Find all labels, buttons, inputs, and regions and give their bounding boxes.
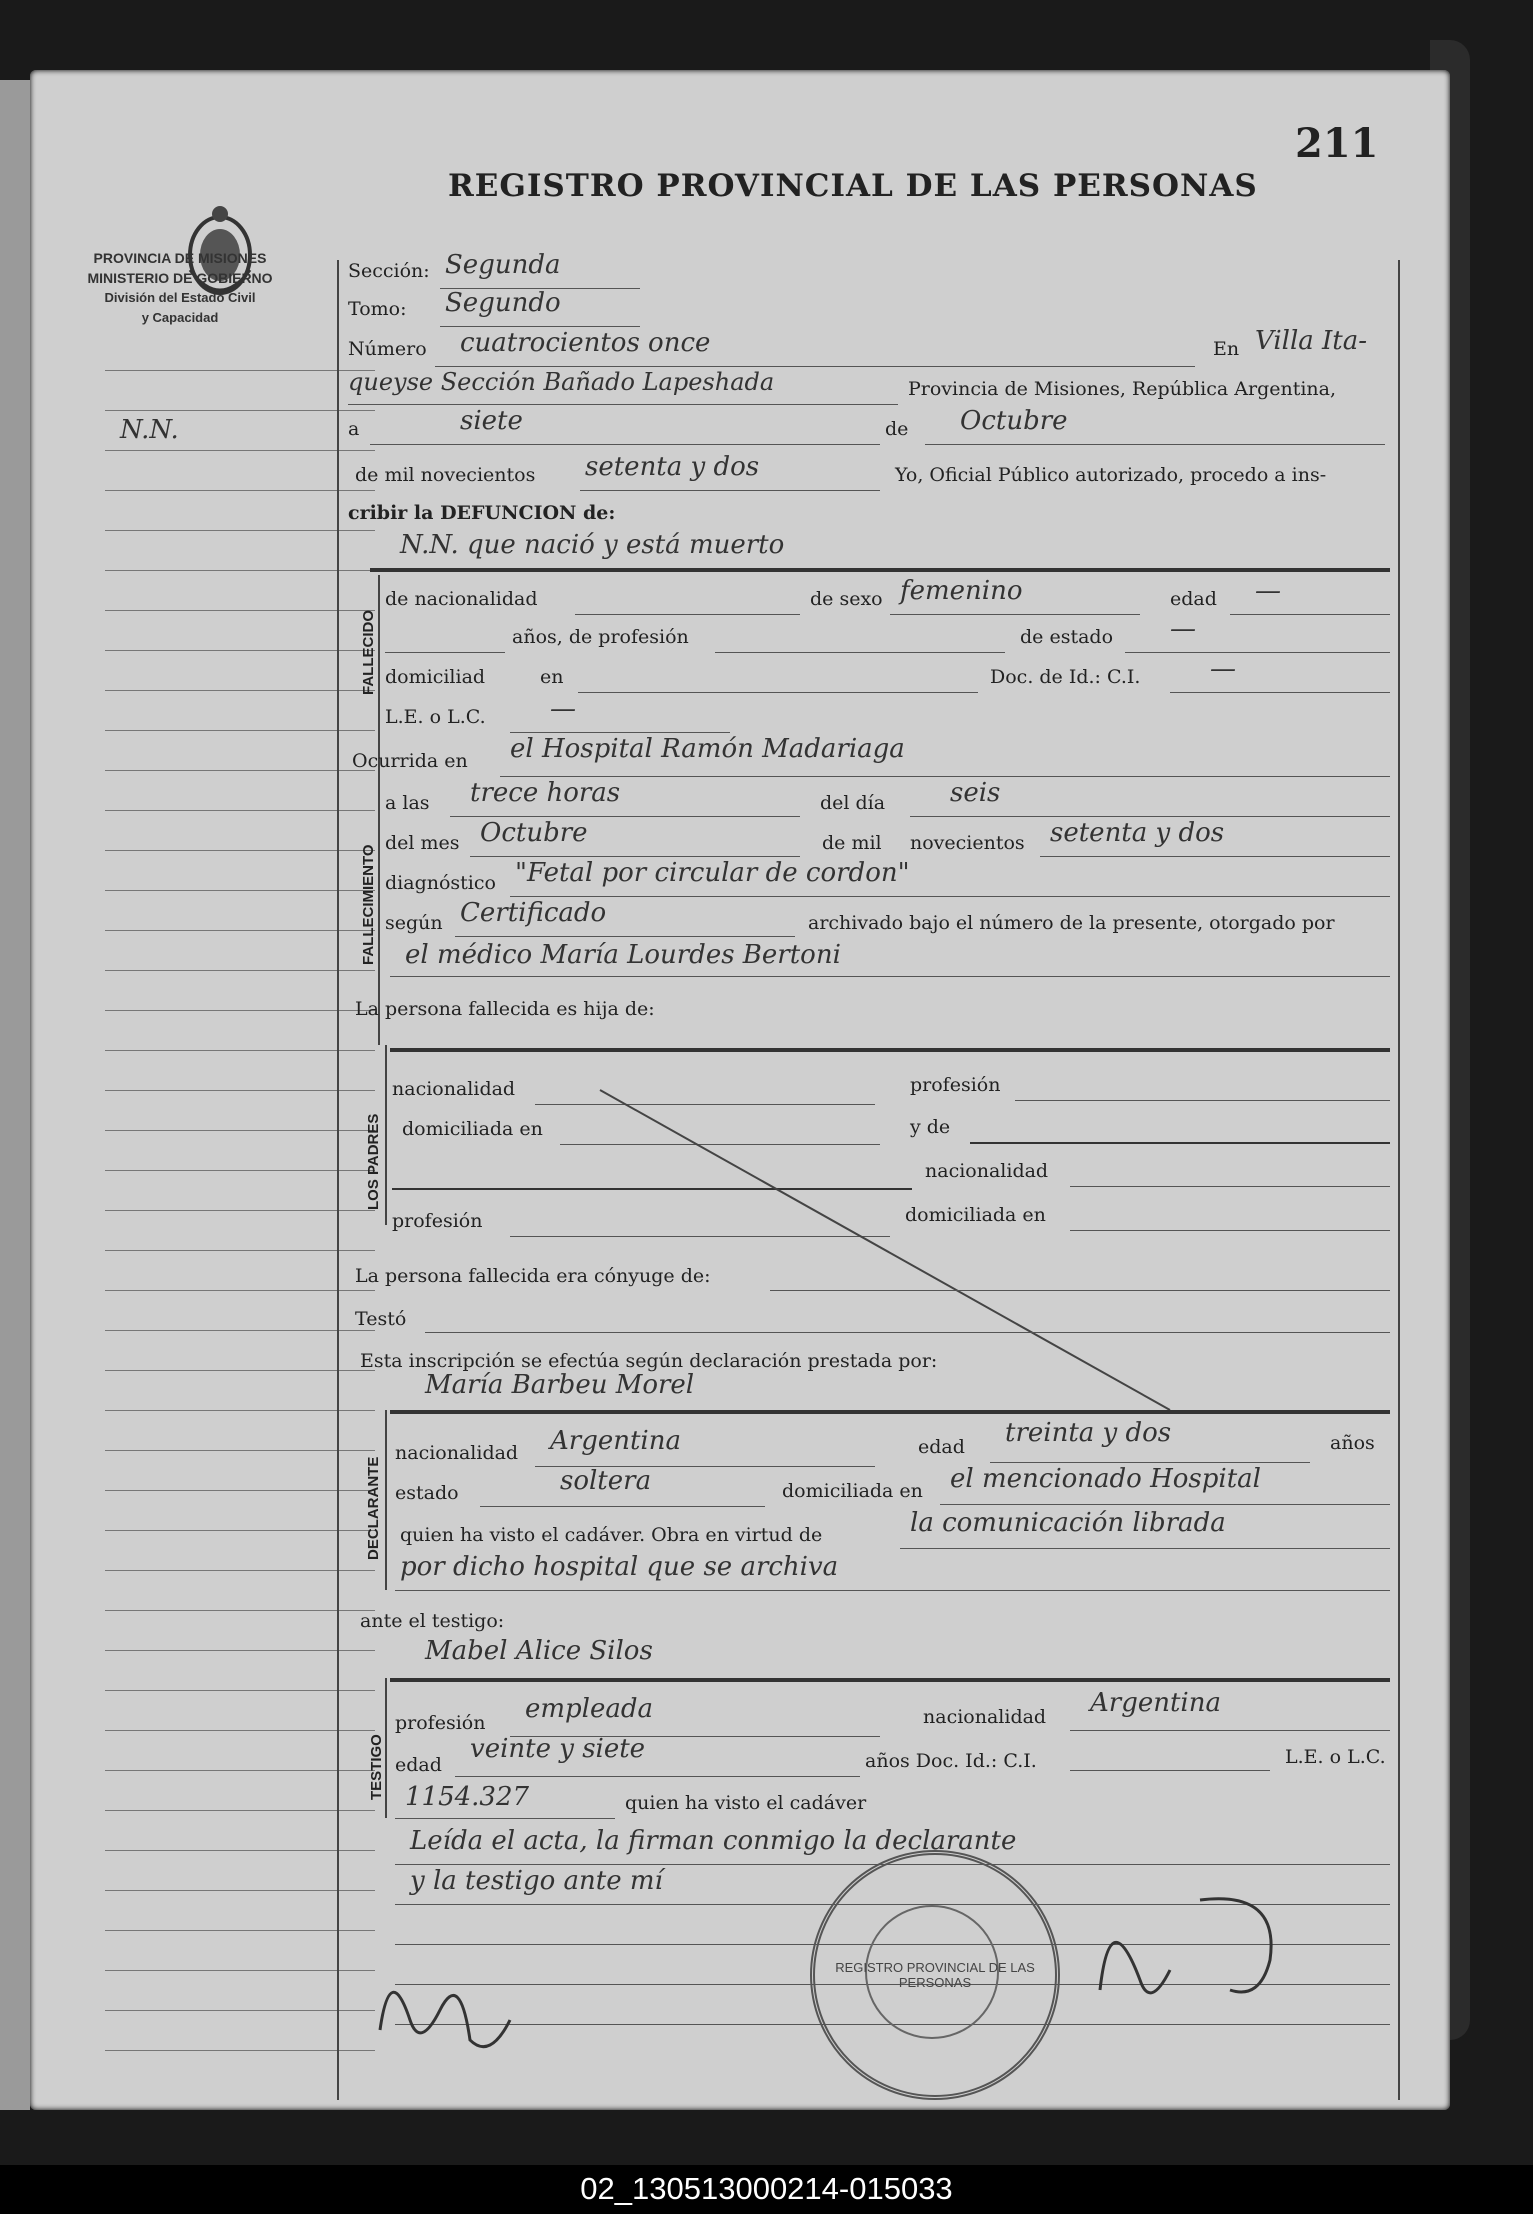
official-text: Yo, Oficial Público autorizado, procedo a ins- [895, 464, 1327, 486]
testigo-name: Mabel Alice Silos [425, 1636, 653, 1666]
seal-text: REGISTRO PROVINCIAL DE LAS PERSONAS [835, 1960, 1035, 1990]
official-signature [1080, 1870, 1300, 2020]
diagnostico-label: diagnóstico [385, 872, 496, 894]
page-number: 211 [1295, 120, 1379, 167]
closing-line-1: Leída el acta, la firman conmigo la declarante [410, 1826, 1017, 1856]
padres-section-rule [385, 1045, 387, 1225]
medico-value: el médico María Lourdes Bertoni [405, 940, 841, 970]
declarante-edad-value: treinta y dos [1005, 1418, 1172, 1448]
archivado-text: archivado bajo el número de la presente, otorgado por [808, 912, 1335, 934]
main-right-rule [1398, 260, 1400, 2100]
conyuge-label: La persona fallecida era cónyuge de: [355, 1265, 711, 1287]
sexo-value: femenino [900, 576, 1023, 606]
ocurrida-value: el Hospital Ramón Madariaga [510, 734, 905, 764]
a-las-value: trece horas [470, 778, 621, 808]
hija-label: La persona fallecida es hija de: [355, 998, 655, 1020]
madre-nacionalidad-label: nacionalidad [925, 1160, 1049, 1182]
declarante-estado-value: soltera [560, 1466, 652, 1496]
numero-value: cuatrocientos once [460, 328, 711, 358]
en-label: En [1213, 338, 1240, 360]
deceased-name: N.N. que nació y está muerto [400, 530, 785, 560]
year-label: de mil novecientos [355, 464, 536, 486]
doc-value: — [1210, 654, 1236, 684]
padre-domiciliada-label: domiciliada en [402, 1118, 543, 1140]
segun-label: según [385, 912, 443, 934]
declaracion-label: Esta inscripción se efectúa según declaración prestada por: [360, 1350, 938, 1372]
numero-label: Número [348, 338, 427, 360]
y-de-label: y de [910, 1116, 951, 1138]
ministry-name: MINISTERIO DE GOBIERNO [87, 270, 273, 286]
domicilio-en-label: en [540, 666, 564, 688]
margin-note: N.N. [120, 415, 179, 445]
ocurrida-label: Ocurrida en [352, 750, 468, 772]
official-seal [810, 1850, 1060, 2100]
declarante-visto-value: la comunicación librada [910, 1508, 1226, 1538]
le-value: — [550, 694, 576, 724]
declarante-estado-label: estado [395, 1482, 459, 1504]
declarante-section-rule [385, 1410, 387, 1590]
tomo-value: Segundo [445, 288, 561, 318]
register-page [30, 70, 1450, 2110]
del-dia-value: seis [950, 778, 1001, 808]
seccion-label: Sección: [348, 260, 430, 282]
padre-profesion2-label: profesión [392, 1210, 483, 1232]
testigo-edad-label: edad [395, 1754, 442, 1776]
del-dia-label: del día [820, 792, 886, 814]
en-value: Villa Ita- [1255, 326, 1368, 356]
declarante-edad-label: edad [918, 1436, 965, 1458]
segun-value: Certificado [460, 898, 607, 928]
testigo-profesion-label: profesión [395, 1712, 486, 1734]
place-continuation: queyse Sección Bañado Lapeshada [348, 368, 775, 396]
month-value: Octubre [960, 406, 1068, 436]
declarante-anos-label: años [1330, 1432, 1375, 1454]
declarante-domiciliada-value: el mencionado Hospital [950, 1464, 1261, 1494]
testigo-profesion-value: empleada [525, 1694, 654, 1724]
diagnostico-value: "Fetal por circular de cordon" [515, 858, 910, 888]
ante-testigo-label: ante el testigo: [360, 1610, 505, 1632]
declarante-visto-label: quien ha visto el cadáver. Obra en virtud de [400, 1524, 823, 1546]
edad-label: edad [1170, 588, 1217, 610]
nacionalidad-label: de nacionalidad [385, 588, 538, 610]
declarante-domiciliada-label: domiciliada en [782, 1480, 923, 1502]
padres-section-label: LOS PADRES [365, 1113, 382, 1210]
seccion-value: Segunda [445, 250, 561, 280]
inscribir-text: cribir la DEFUNCION de: [348, 502, 616, 524]
testigo-nacionalidad-label: nacionalidad [923, 1706, 1047, 1728]
fallecimiento-section-label: FALLECIMIENTO [360, 844, 377, 965]
a-label: a [348, 418, 360, 440]
edad-value: — [1255, 576, 1281, 606]
anos-profesion-label: años, de profesión [512, 626, 689, 648]
ministry-header [70, 248, 290, 328]
declarante-continuation: por dicho hospital que se archiva [400, 1552, 839, 1582]
province-name: PROVINCIA DE MISIONES [93, 250, 267, 266]
madre-domiciliada-label: domiciliada en [905, 1204, 1046, 1226]
register-title: REGISTRO PROVINCIAL DE LAS PERSONAS [448, 168, 1258, 204]
doc-label: Doc. de Id.: C.I. [990, 666, 1141, 688]
testigo-visto-label: quien ha visto el cadáver [625, 1792, 867, 1814]
del-mes-label: del mes [385, 832, 460, 854]
fallecido-section-label: FALLECIDO [360, 610, 377, 695]
de-mil-label: de mil [822, 832, 882, 854]
estado-label: de estado [1020, 626, 1114, 648]
main-left-rule [337, 260, 339, 2100]
testigo-le-label: L.E. o L.C. [1285, 1746, 1386, 1768]
testigo-section-label: TESTIGO [368, 1734, 385, 1800]
declarante-name: María Barbeu Morel [425, 1370, 695, 1400]
de-label: de [885, 418, 909, 440]
estado-value: — [1170, 614, 1196, 644]
domiciliado-label: domiciliad [385, 666, 486, 688]
witness-signature [370, 1950, 530, 2080]
division-line-1: División del Estado Civil [104, 290, 256, 305]
sexo-label: de sexo [810, 588, 883, 610]
testigo-nacionalidad-value: Argentina [1090, 1688, 1221, 1718]
le-label: L.E. o L.C. [385, 706, 486, 728]
testigo-edad-value: veinte y siete [470, 1734, 646, 1764]
archive-footer [0, 2165, 1533, 2214]
year-value: setenta y dos [585, 452, 760, 482]
archive-id: 02_130513000214-015033 [580, 2171, 953, 2206]
closing-line-2: y la testigo ante mí [410, 1866, 663, 1896]
testigo-section-rule [385, 1678, 387, 1818]
padre-profesion-label: profesión [910, 1074, 1001, 1096]
declarante-nacionalidad-value: Argentina [550, 1426, 681, 1456]
testo-label: Testó [355, 1308, 407, 1330]
testigo-doc-value: 1154.327 [405, 1782, 530, 1812]
testigo-anos-doc-label: años Doc. Id.: C.I. [865, 1750, 1037, 1772]
division-line-2: y Capacidad [141, 310, 219, 325]
tomo-label: Tomo: [348, 298, 407, 320]
declarante-nacionalidad-label: nacionalidad [395, 1442, 519, 1464]
padre-nacionalidad-label: nacionalidad [392, 1078, 516, 1100]
a-las-label: a las [385, 792, 430, 814]
province-text: Provincia de Misiones, República Argentina, [908, 378, 1337, 400]
del-mes-value: Octubre [480, 818, 588, 848]
novecientos-label: novecientos [910, 832, 1025, 854]
facing-page-edge [0, 80, 30, 2110]
novecientos-value: setenta y dos [1050, 818, 1225, 848]
declarante-section-label: DECLARANTE [365, 1456, 382, 1560]
day-value: siete [460, 406, 523, 436]
